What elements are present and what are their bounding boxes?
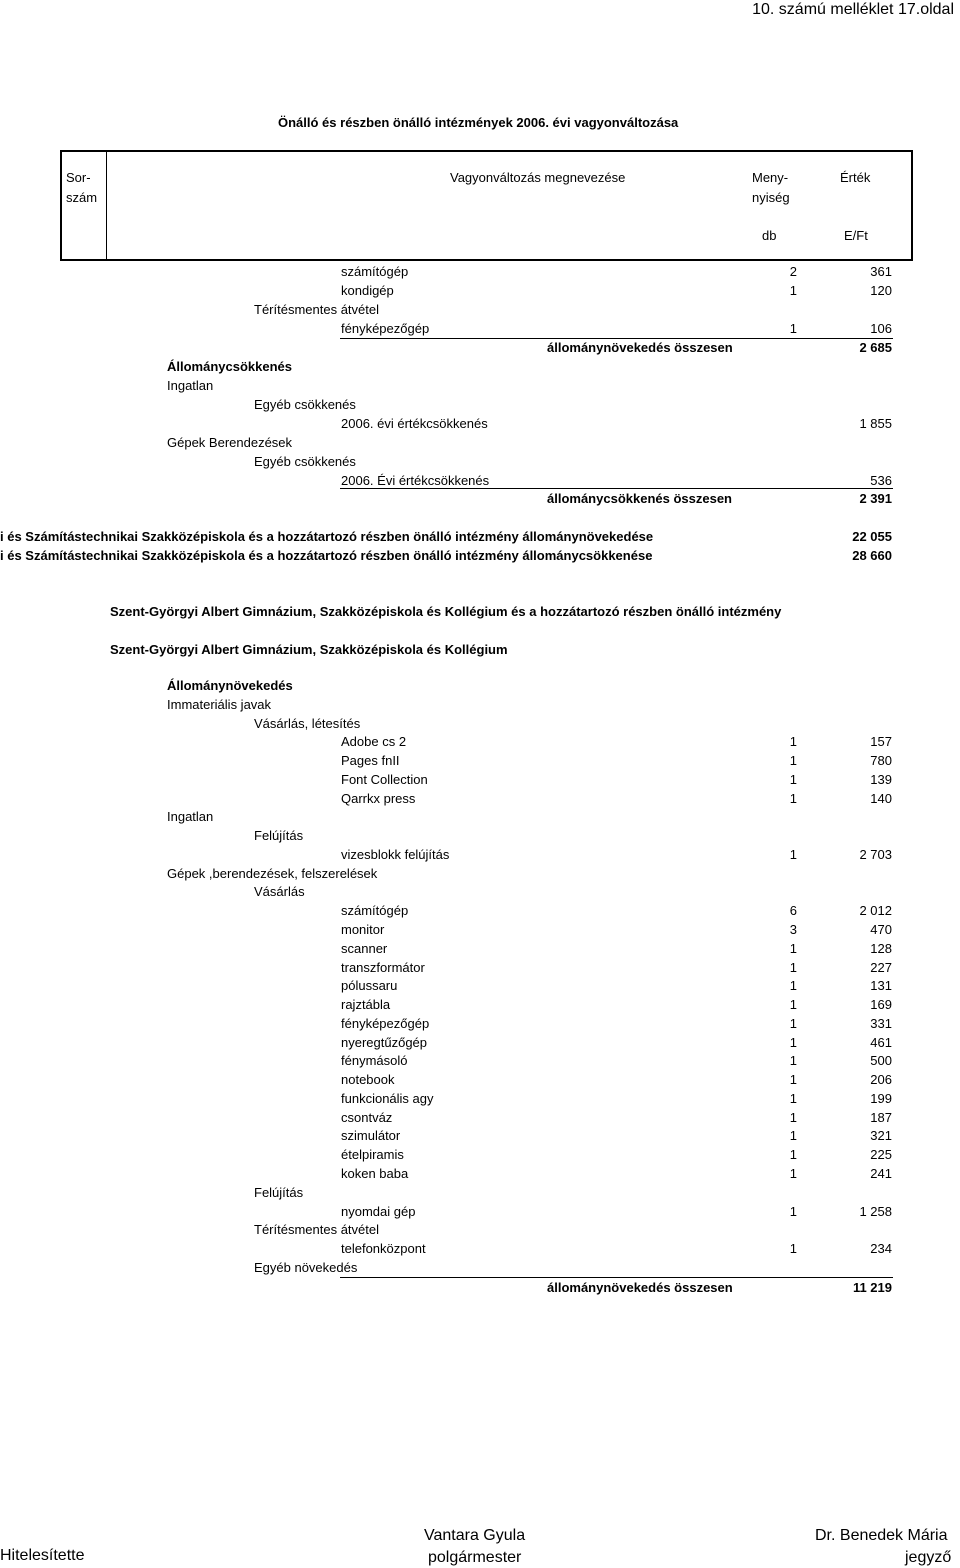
row-label: telefonközpont bbox=[341, 1241, 426, 1257]
page-number-header: 10. számú melléklet 17.oldal bbox=[752, 1, 954, 18]
table-row bbox=[0, 977, 960, 995]
footer-notary-title: jegyző bbox=[905, 1549, 952, 1566]
row-label: Egyéb növekedés bbox=[254, 1259, 358, 1275]
row-label: kondigép bbox=[341, 283, 394, 298]
sum-rule-decrease bbox=[340, 488, 893, 489]
row-value: 780 bbox=[870, 753, 892, 769]
row-quantity: 1 bbox=[789, 1166, 797, 1182]
row-label: fénymásoló bbox=[341, 1053, 408, 1069]
row-label: Állománynövekedés bbox=[167, 678, 293, 693]
table-row bbox=[0, 263, 960, 281]
row-label: scanner bbox=[341, 940, 388, 956]
table-row bbox=[0, 677, 960, 695]
table-row bbox=[0, 846, 960, 864]
row-quantity: 1 bbox=[789, 1203, 797, 1219]
row-quantity: 1 bbox=[789, 1034, 797, 1050]
row-value: 1 258 bbox=[859, 1203, 892, 1219]
sum-increase-label: állománynövekedés összesen bbox=[547, 340, 733, 355]
row-label: funkcionális agy bbox=[341, 1090, 434, 1106]
row-value: 157 bbox=[870, 734, 892, 750]
row-value: 140 bbox=[870, 790, 892, 806]
row-label: számítógép bbox=[341, 264, 409, 279]
row-label: vizesblokk felújítás bbox=[341, 846, 450, 862]
row-value: 361 bbox=[870, 264, 892, 279]
table-row bbox=[0, 1146, 960, 1164]
row-value: 461 bbox=[870, 1034, 892, 1050]
row-label: ételpiramis bbox=[341, 1147, 404, 1163]
row-label: 2006. Évi értékcsökkenés bbox=[341, 473, 490, 488]
row-label: csontváz bbox=[341, 1109, 393, 1125]
section-title-institution: Szent-Györgyi Albert Gimnázium, Szakközépiskola és Kollégium és a hozzátartozó részben önálló intézmény bbox=[110, 604, 782, 619]
row-label: Vásárlás, létesítés bbox=[254, 715, 361, 731]
table-row bbox=[0, 1127, 960, 1145]
table-row bbox=[0, 301, 960, 319]
table-row bbox=[0, 996, 960, 1014]
row-value: 106 bbox=[870, 321, 892, 336]
table-row bbox=[0, 696, 960, 714]
row-quantity: 1 bbox=[789, 321, 797, 336]
row-value: 227 bbox=[870, 959, 892, 975]
page-title: Önálló és részben önálló intézmények 2006. évi vagyonváltozása bbox=[278, 115, 679, 130]
row-label: fényképezőgép bbox=[341, 321, 430, 336]
header-sorszam-2: szám bbox=[66, 190, 98, 205]
row-quantity: 1 bbox=[789, 771, 797, 787]
table-row bbox=[0, 396, 960, 414]
row-quantity: 1 bbox=[789, 1241, 797, 1257]
row-value: 2 012 bbox=[859, 903, 892, 919]
row-label: Font Collection bbox=[341, 771, 428, 787]
row-label: transzformátor bbox=[341, 959, 425, 975]
row-value: 199 bbox=[870, 1090, 892, 1106]
row-label: Térítésmentes átvétel bbox=[254, 302, 379, 317]
table-row bbox=[0, 1259, 960, 1277]
table-row bbox=[0, 1090, 960, 1108]
table-row bbox=[0, 771, 960, 789]
table-row bbox=[0, 883, 960, 901]
table-row bbox=[0, 1221, 960, 1239]
row-quantity: 1 bbox=[789, 790, 797, 806]
table-row bbox=[0, 1109, 960, 1127]
table-row bbox=[0, 940, 960, 958]
row-value: 331 bbox=[870, 1015, 892, 1031]
table-row bbox=[0, 790, 960, 808]
row-label: Állománycsökkenés bbox=[167, 359, 293, 374]
row-label: notebook bbox=[341, 1072, 395, 1088]
row-label: Felújítás bbox=[254, 828, 304, 844]
row-label: nyomdai gép bbox=[341, 1203, 416, 1219]
row-label: 2006. évi értékcsökkenés bbox=[341, 416, 488, 431]
footer-mayor-title: polgármester bbox=[428, 1549, 522, 1566]
sum-rule-top bbox=[340, 338, 893, 339]
header-mennyiseg-2: nyiség bbox=[752, 190, 790, 205]
row-label: koken baba bbox=[341, 1166, 409, 1182]
table-row bbox=[0, 733, 960, 751]
table-row bbox=[0, 827, 960, 845]
table-row bbox=[0, 1034, 960, 1052]
row-quantity: 1 bbox=[789, 940, 797, 956]
row-value: 169 bbox=[870, 997, 892, 1013]
row-value: 470 bbox=[870, 922, 892, 937]
sum-rule-main bbox=[340, 1277, 893, 1278]
header-unit-qty: db bbox=[762, 228, 777, 243]
row-value: 500 bbox=[870, 1053, 892, 1069]
row-quantity: 1 bbox=[789, 753, 797, 769]
section-title-school: Szent-Györgyi Albert Gimnázium, Szakközépiskola és Kollégium bbox=[110, 642, 508, 657]
row-value: 536 bbox=[870, 473, 892, 488]
header-megnevezes: Vagyonváltozás megnevezése bbox=[450, 170, 626, 185]
table-row bbox=[0, 415, 960, 433]
table-row bbox=[0, 1052, 960, 1070]
row-value: 120 bbox=[870, 283, 892, 298]
row-value: 187 bbox=[870, 1109, 892, 1125]
row-quantity: 1 bbox=[789, 978, 797, 994]
total-increase-value: 22 055 bbox=[852, 529, 892, 544]
row-value: 241 bbox=[870, 1166, 892, 1182]
row-label: Egyéb csökkenés bbox=[254, 454, 356, 469]
row-value: 321 bbox=[870, 1128, 892, 1144]
row-quantity: 1 bbox=[789, 1109, 797, 1125]
row-label: Pages fnII bbox=[341, 753, 400, 769]
row-quantity: 6 bbox=[789, 903, 797, 919]
row-quantity: 2 bbox=[789, 264, 797, 279]
table-row bbox=[0, 434, 960, 452]
table-row bbox=[0, 282, 960, 300]
table-row bbox=[0, 902, 960, 920]
sum-increase-2-value: 11 219 bbox=[852, 1280, 892, 1295]
row-quantity: 1 bbox=[789, 1128, 797, 1144]
row-label: Adobe cs 2 bbox=[341, 734, 407, 750]
row-label: rajztábla bbox=[341, 997, 391, 1013]
row-label: szimulátor bbox=[341, 1128, 401, 1144]
row-label: Térítésmentes átvétel bbox=[254, 1222, 379, 1238]
table-row bbox=[0, 959, 960, 977]
table-row bbox=[0, 808, 960, 826]
header-ertek: Érték bbox=[840, 170, 871, 185]
row-quantity: 1 bbox=[789, 1015, 797, 1031]
row-value: 128 bbox=[870, 940, 892, 956]
row-quantity: 1 bbox=[789, 959, 797, 975]
table-row bbox=[0, 453, 960, 471]
table-row bbox=[0, 320, 960, 338]
footer-certified: Hitelesítette bbox=[0, 1547, 85, 1564]
table-row bbox=[0, 1203, 960, 1221]
sum-increase-2-label: állománynövekedés összesen bbox=[547, 1280, 733, 1295]
header-unit-val: E/Ft bbox=[844, 228, 868, 243]
table-row bbox=[0, 1015, 960, 1033]
row-quantity: 1 bbox=[789, 1053, 797, 1069]
table-row bbox=[0, 1165, 960, 1183]
sum-decrease-value: 2 391 bbox=[859, 491, 892, 506]
row-label: Egyéb csökkenés bbox=[254, 397, 356, 412]
header-divider bbox=[106, 150, 107, 261]
row-value: 225 bbox=[870, 1147, 892, 1163]
table-row bbox=[0, 752, 960, 770]
table-row bbox=[0, 921, 960, 939]
row-value: 2 703 bbox=[859, 846, 892, 862]
row-label: Gépek Berendezések bbox=[167, 435, 293, 450]
row-value: 234 bbox=[870, 1241, 892, 1257]
row-quantity: 1 bbox=[789, 846, 797, 862]
footer-notary-name: Dr. Benedek Mária bbox=[815, 1527, 948, 1544]
total-decrease-label: i és Számítástechnikai Szakközépiskola és a hozzátartozó részben önálló intézmény állománycsökkenése bbox=[0, 548, 653, 563]
header-mennyiseg-1: Meny- bbox=[752, 170, 789, 185]
row-label: Vásárlás bbox=[254, 884, 305, 900]
sum-increase-value: 2 685 bbox=[859, 340, 892, 355]
row-label: Qarrkx press bbox=[341, 790, 416, 806]
row-quantity: 1 bbox=[789, 734, 797, 750]
table-row bbox=[0, 1071, 960, 1089]
row-quantity: 1 bbox=[789, 1147, 797, 1163]
table-row bbox=[0, 358, 960, 376]
row-value: 1 855 bbox=[859, 416, 892, 431]
row-quantity: 1 bbox=[789, 1072, 797, 1088]
table-row bbox=[0, 865, 960, 883]
row-label: pólussaru bbox=[341, 978, 398, 994]
table-row bbox=[0, 715, 960, 733]
row-label: Ingatlan bbox=[167, 378, 214, 393]
table-row bbox=[0, 1240, 960, 1258]
row-label: számítógép bbox=[341, 903, 409, 919]
sum-decrease-label: állománycsökkenés összesen bbox=[547, 491, 732, 506]
row-label: Felújítás bbox=[254, 1184, 304, 1200]
header-sorszam-1: Sor- bbox=[66, 170, 91, 185]
total-increase-label: i és Számítástechnikai Szakközépiskola és a hozzátartozó részben önálló intézmény állománynövekedése bbox=[0, 529, 654, 544]
row-value: 139 bbox=[870, 771, 892, 787]
row-label: Gépek ,berendezések, felszerelések bbox=[167, 865, 378, 881]
table-row bbox=[0, 1184, 960, 1202]
row-label: fényképezőgép bbox=[341, 1015, 430, 1031]
footer-mayor-name: Vantara Gyula bbox=[424, 1527, 526, 1544]
total-decrease-value: 28 660 bbox=[852, 548, 892, 563]
table-row bbox=[0, 377, 960, 395]
row-quantity: 1 bbox=[789, 1090, 797, 1106]
row-quantity: 1 bbox=[789, 997, 797, 1013]
row-label: nyeregtűzőgép bbox=[341, 1034, 428, 1050]
row-label: Ingatlan bbox=[167, 809, 214, 825]
row-value: 206 bbox=[870, 1072, 892, 1088]
row-label: Immateriális javak bbox=[167, 696, 272, 712]
row-quantity: 3 bbox=[789, 922, 797, 937]
row-quantity: 1 bbox=[789, 283, 797, 298]
row-value: 131 bbox=[870, 978, 892, 994]
row-label: monitor bbox=[341, 922, 385, 937]
